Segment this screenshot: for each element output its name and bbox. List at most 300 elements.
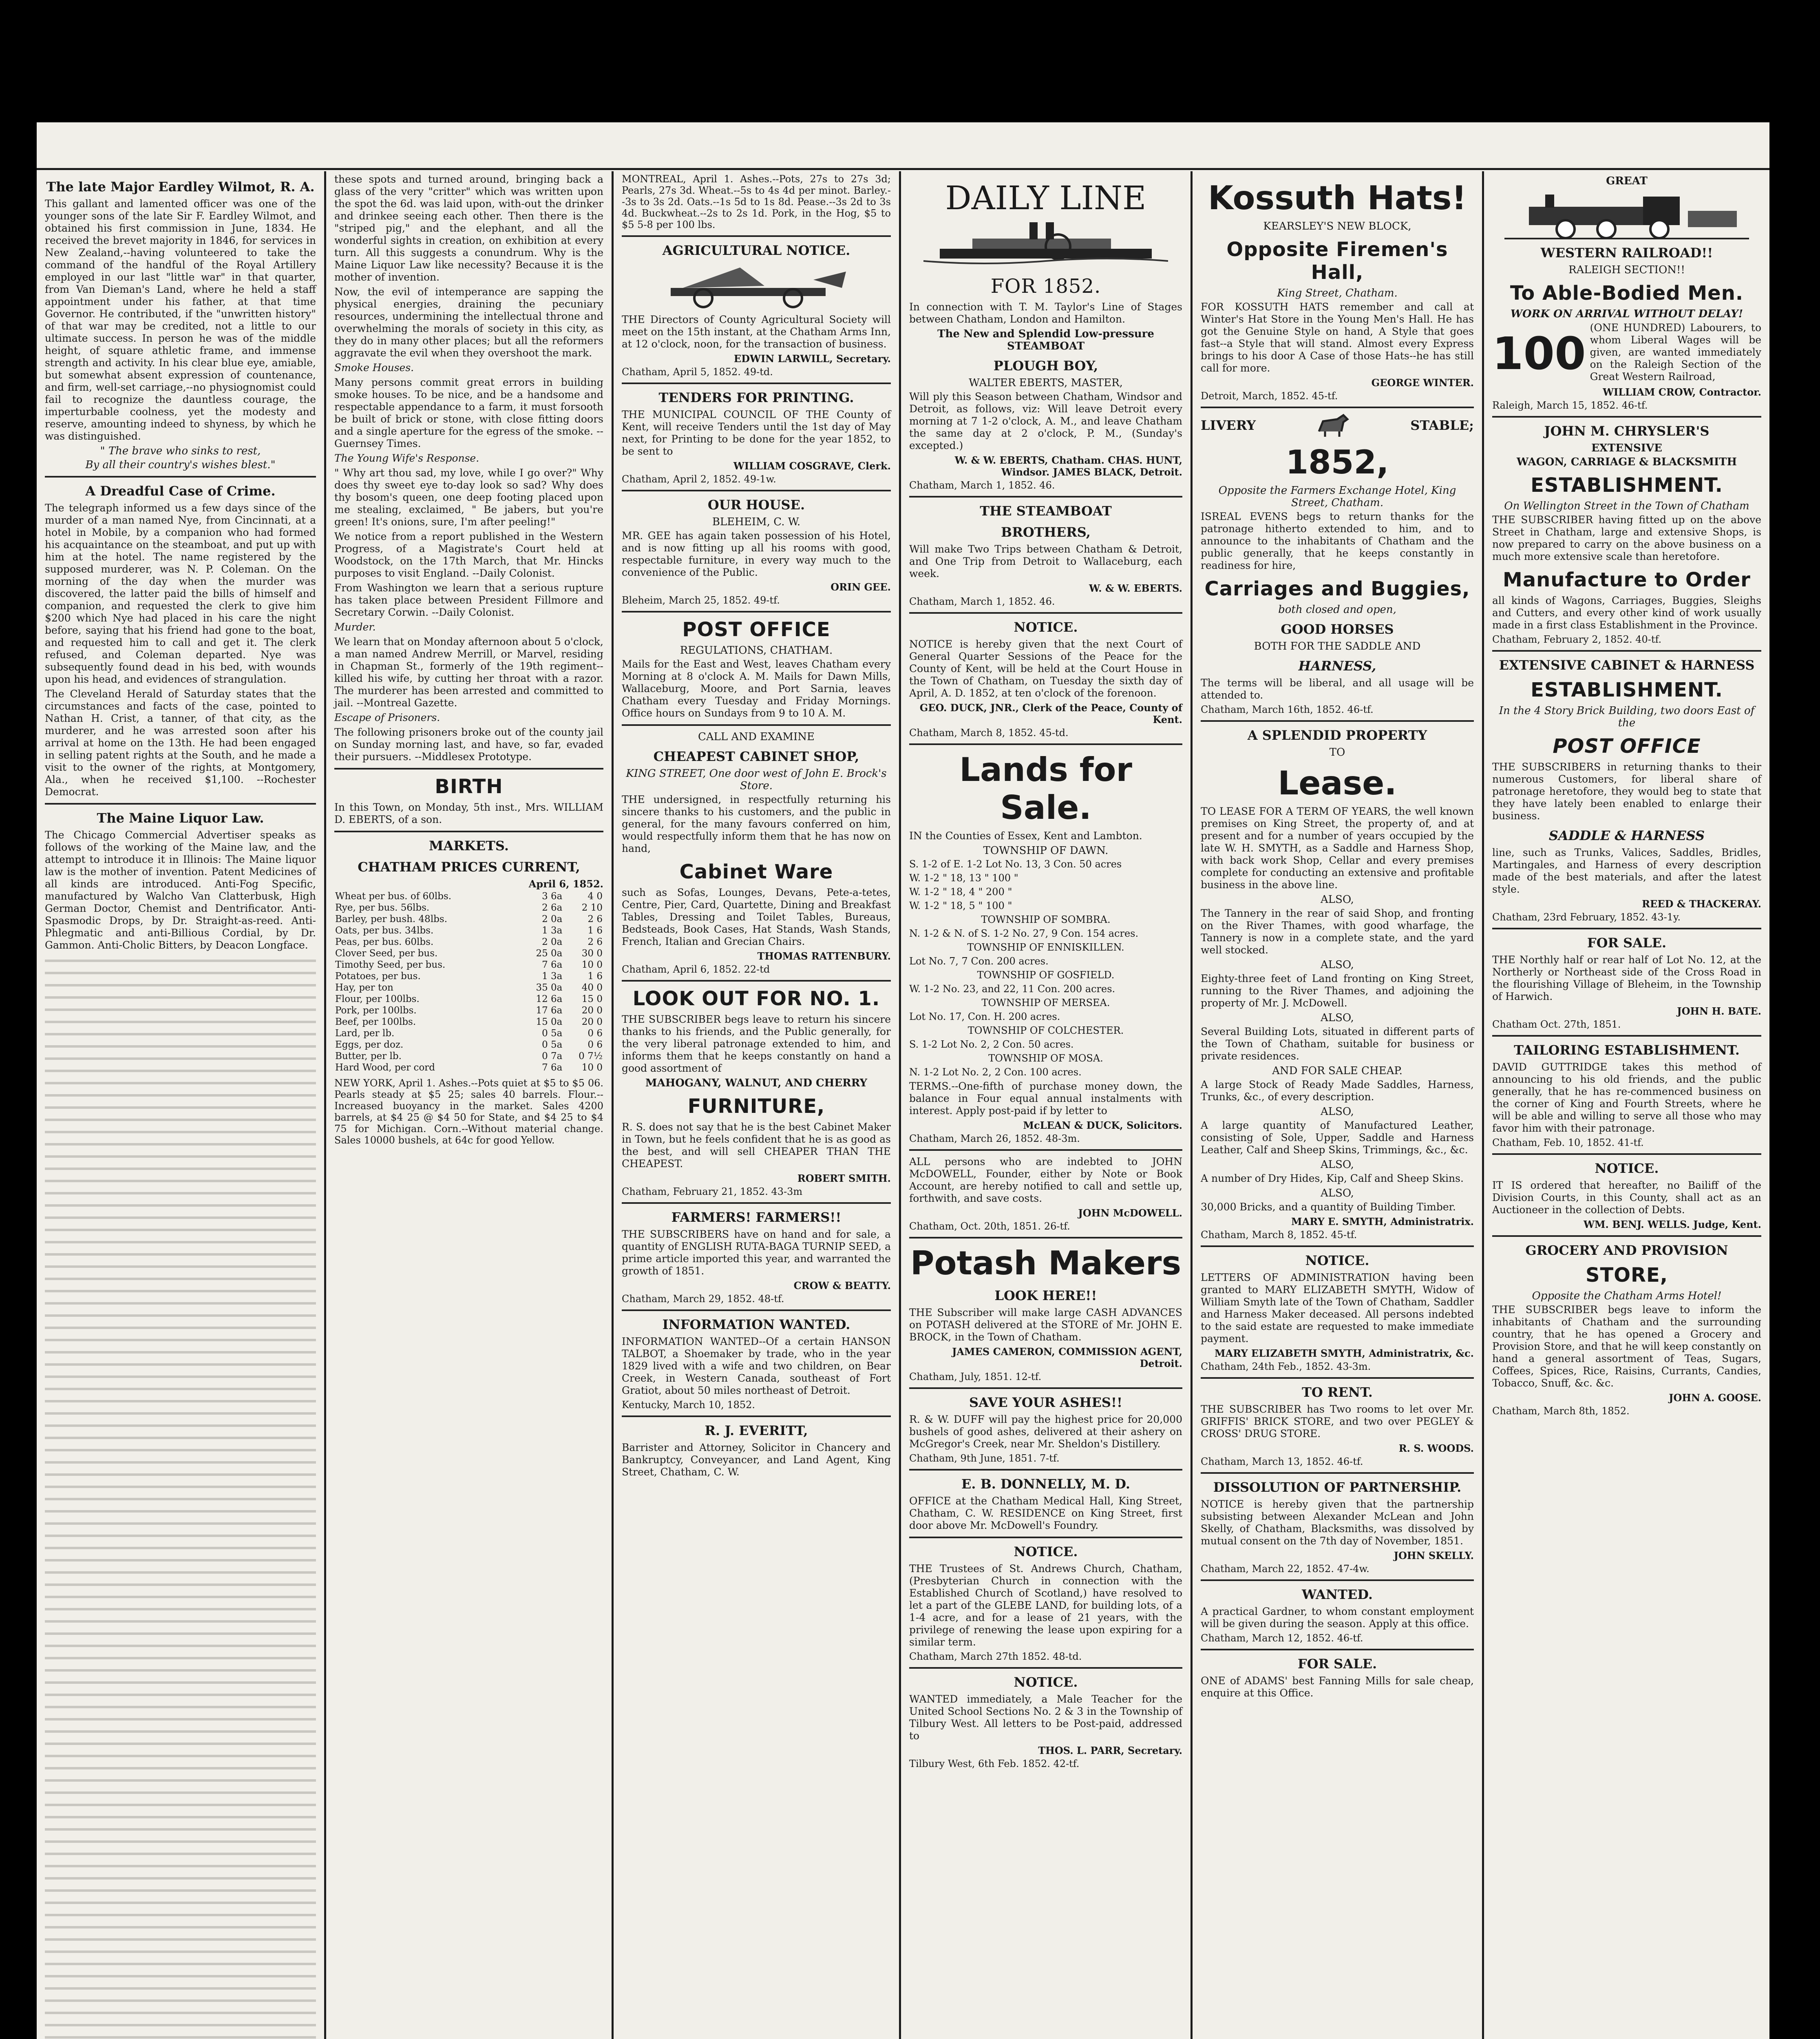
price-cell: 3 6a (542, 891, 563, 902)
column-4 (901, 173, 1191, 2039)
price-cell: 2 0a (542, 914, 563, 924)
price-cell: 2 10 (581, 902, 603, 913)
ad-subheading: both closed and open, (1278, 604, 1396, 616)
price-cell: 0 7a (542, 1051, 563, 1062)
poem-line: By all their country's wishes blest." (85, 459, 276, 471)
text-filler (45, 954, 316, 2039)
ad-text: Several Building Lots, situated in different parts of the Town of Chatham, suitable for business or private residences. (1201, 1026, 1474, 1062)
price-cell: 35 0a (536, 982, 563, 993)
ad-heading: NOTICE. (1014, 1674, 1078, 1690)
ad-heading: NOTICE. (1014, 619, 1078, 635)
price-cell: 1 3a (542, 971, 563, 982)
ad-subheading: MAHOGANY, WALNUT, AND CHERRY (645, 1077, 868, 1089)
price-cell: 10 0 (581, 1062, 603, 1073)
ad-heading: NOTICE. (1595, 1161, 1659, 1176)
ad-signature: WILLIAM CROW, Contractor. (1603, 386, 1761, 398)
article-text: This gallant and lamented officer was one of the younger sons of the late Sir F. Eardley Wilmot, and obtained his first commission in June, 1834. He received the brevet majority in 1846, for services in New Zealand,--having volunteered to take the command of the handful of the Royal Artillery employed in our last "little war" in that quarter, from Van Dieman's Land, where he held a staff appointment under his father, at that time Governor. He contributed, if the "unwritten history" of that war may be credited, not a little to our ultimate success. In person he was of the middle height, of square athletic frame, and immense strength and activity. In his clear blue eye, amiable, but somewhat absent expression of countenance, and firm, well-set carriage,--no physiognomist could fail to recognize the dauntless courage, the imperturbable coolness, yet the modesty and reserve, amounting indeed to shyness, by which he was distinguished. (45, 198, 316, 442)
ad-text: MR. GEE has again taken possession of his Hotel, and is now fitting up all his rooms with good, respectable furniture, in every way much to the convenience of the Public. (622, 530, 891, 578)
ad-heading: Cabinet Ware (679, 860, 833, 883)
ad-signature: JOHN McDOWELL. (1078, 1207, 1182, 1219)
ad-heading: ESTABLISHMENT. (1531, 679, 1723, 701)
ad-text: THE SUBSCRIBER begs leave to return his sincere thanks to his friends, and the Public generally, for the very liberal patronage extended to him, and informs them that he keeps constantly on hand a good assortment of (622, 1013, 891, 1074)
ad-date: Tilbury West, 6th Feb. 1852. 42-tf. (909, 1758, 1080, 1769)
price-cell: 10 0 (581, 960, 603, 970)
ad-heading: Lands for Sale. (959, 751, 1132, 827)
ad-text: DAVID GUTTRIDGE takes this method of announcing to his old friends, and the public generally, that he has re-commenced business on the corner of King and Fourth Streets, where he will be able and willing to serve all those who may favor him with their patronage. (1492, 1061, 1761, 1134)
price-cell: Clover Seed, per bus. (335, 948, 438, 959)
boat-name: PLOUGH BOY, (993, 358, 1098, 374)
ad-text: THE SUBSCRIBERS in returning thanks to their numerous Customers, for liberal share of patronage heretofore, they would beg to state that they have lately been enabled to enlarge their business. (1492, 761, 1761, 822)
price-cell: 15 0a (536, 1017, 563, 1027)
price-cell: 4 0 (588, 891, 603, 902)
price-row (334, 1050, 603, 1062)
ad-heading: FOR SALE. (1587, 935, 1667, 951)
price-cell: Barley, per bush. 48lbs. (335, 914, 448, 924)
ad-text: A number of Dry Hides, Kip, Calf and Sheep Skins. (1201, 1172, 1464, 1184)
ad-heading: Lease. (1278, 764, 1397, 802)
ad-signature: GEO. DUCK, JNR., Clerk of the Peace, County of Kent. (919, 702, 1182, 725)
ad-text: all kinds of Wagons, Carriages, Buggies, Sleighs and Cutters, and every other kind of work usually made in a first class Establishment in the Province. (1492, 595, 1761, 631)
ad-subheading: The New and Splendid Low-pressure STEAMBOAT (937, 328, 1154, 352)
ad-text: THE MUNICIPAL COUNCIL OF THE County of Kent, will receive Tenders until the 1st day of May next, for Printing to be done for the year 1852, to be sent to (622, 409, 891, 457)
ad-heading: INFORMATION WANTED. (662, 1317, 850, 1332)
article-text: The Chicago Commercial Advertiser speaks as follows of the working of the Maine law, and the attempt to introduce it in Illinois: The Maine liquor law is the mother of invention. Patent Medicines of all kinds are introduced. Anti-Fog Specific, manufactured by Walcho Van Clatterbusk, High German Doctor, Chemist and Dentrificator. Anti-Spasmodic Drops, by Dr. Straight-as-reed. Anti-Phlegmatic and anti-Billious Cordial, by Dr. Gammon. Anti-Cholic Bitters, by Deacon Longface. (45, 829, 316, 951)
ad-heading: TENDERS FOR PRINTING. (658, 390, 854, 405)
price-row (334, 1039, 603, 1050)
ad-signature: WILLIAM COSGRAVE, Clerk. (733, 460, 891, 472)
land-row: W. 1-2 " 18, 5 " 100 " (909, 900, 1012, 911)
price-cell: Hay, per ton (335, 982, 393, 993)
ad-subheading: Opposite the Chatham Arms Hotel! (1532, 1290, 1722, 1302)
prices-date: April 6, 1852. (528, 878, 603, 890)
article-text: The telegraph informed us a few days since of the murder of a man named Nye, from Cincinnati, at a hotel in Mobile, by a companion who had formed his acquaintance on the steamboat, and put up with him at the hotel. The name registered by the supposed murderer, was N. P. Coleman. On the morning of the day when the murder was discovered, the latter paid the bills of himself and companion, and requested the clerk to give him $200 which Nye had placed in his care the night before, saying that his friend had gone to the boat, and requested him to call and get it. The clerk refused, and Coleman departed. Nye was subsequently found dead in his bed, with wounds upon his head, and evidences of strangulation. (45, 502, 316, 685)
ad-subheading: In the 4 Story Brick Building, two doors East of the (1499, 705, 1755, 729)
ad-date: Chatham, April 6, 1852. 22-td (622, 964, 770, 975)
price-cell: Wheat per bus. of 60lbs. (335, 891, 452, 902)
ad-text: Will ply this Season between Chatham, Windsor and Detroit, as follows, viz: Will leave Detroit every morning at 7 1-2 o'clock, A. M., and leave Chatham the same day at 2 o'clock, P. M., (Sunday's excepted.) (909, 391, 1182, 451)
ad-heading: SADDLE & HARNESS (1548, 828, 1705, 843)
ad-subheading: CALL AND EXAMINE (698, 731, 815, 743)
land-row: TOWNSHIP OF COLCHESTER. (967, 1025, 1124, 1036)
price-row (334, 891, 603, 902)
ad-signature: REED & THACKERAY. (1642, 898, 1761, 910)
ad-date: Chatham, 24th Feb., 1852. 43-3m. (1201, 1361, 1371, 1372)
ad-subheading: BLEHEIM, C. W. (712, 516, 801, 528)
article-text: We learn that on Monday afternoon about 5 o'clock, a man named Andrew Merrill, or Marvel, residing in Chapman St., formerly of the 19th regiment--killed his wife, by cutting her throat with a razor. The murderer has been arrested and committed to jail. --Montreal Gazette. (334, 636, 603, 709)
ad-heading: GROCERY AND PROVISION (1525, 1243, 1728, 1258)
ad-signature: THOS. L. PARR, Secretary. (1038, 1745, 1182, 1756)
ad-text: line, such as Trunks, Valices, Saddles, Bridles, Martingales, and Harness of every description made of the best materials, and after the latest style. (1492, 847, 1761, 895)
ad-heading: JOHN M. CHRYSLER'S (1544, 423, 1710, 439)
ad-subheading: KEARSLEY'S NEW BLOCK, (1263, 220, 1411, 232)
ad-heading: AGRICULTURAL NOTICE. (662, 243, 850, 258)
ad-heading: Kossuth Hats! (1208, 179, 1467, 217)
ad-heading: TAILORING ESTABLISHMENT. (1514, 1042, 1740, 1058)
ad-heading: EXTENSIVE CABINET & HARNESS (1499, 657, 1755, 673)
ad-heading: FOR 1852. (990, 275, 1101, 298)
ad-text: OFFICE at the Chatham Medical Hall, King Street, Chatham, C. W. RESIDENCE on King Street, first door above Mr. McDowell's Foundry. (909, 1495, 1182, 1531)
price-cell: 0 6 (588, 1028, 603, 1039)
ad-signature: GEORGE WINTER. (1371, 377, 1474, 389)
prices-table (334, 891, 603, 1073)
price-row (334, 936, 603, 948)
price-cell: Flour, per 100lbs. (335, 994, 420, 1004)
lands-list (909, 858, 1182, 1078)
ad-date: Detroit, March, 1852. 45-tf. (1201, 390, 1338, 402)
ad-heading: POST OFFICE (682, 618, 830, 641)
ad-subheading: WAGON, CARRIAGE & BLACKSMITH (1516, 456, 1737, 468)
ad-signature: R. S. WOODS. (1398, 1442, 1474, 1454)
ad-heading: POST OFFICE (1553, 735, 1701, 758)
ad-text: THE SUBSCRIBER begs leave to inform the inhabitants of Chatham and the surrounding country, that he has opened a Grocery and Provision Store, and that he will keep constantly on hand a general assortment of Teas, Sugars, Coffees, Spices, Rice, Raisins, Currants, Candies, Tobacco, Snuff, &c. &c. (1492, 1304, 1761, 1389)
price-row (334, 959, 603, 971)
headline: The Maine Liquor Law. (97, 810, 264, 826)
price-cell: 0 5a (542, 1039, 563, 1050)
ad-text: INFORMATION WANTED--Of a certain HANSON TALBOT, a Shoemaker by trade, who in the year 1829 lived with a wife and two children, on Bear Creek, in Western Canada, southeast of Fort Gratiot, about 50 miles northeast of Detroit. (622, 1336, 891, 1396)
ad-signature: JOHN SKELLY. (1394, 1550, 1474, 1561)
price-cell: 1 3a (542, 925, 563, 936)
price-row (334, 1016, 603, 1028)
ad-date: Chatham, March 27th 1852. 48-td. (909, 1651, 1082, 1662)
ad-heading: E. B. DONNELLY, M. D. (961, 1476, 1130, 1492)
ad-signature: MARY E. SMYTH, Administratrix. (1291, 1216, 1474, 1227)
ad-date: Bleheim, March 25, 1852. 49-tf. (622, 595, 780, 606)
price-cell: 7 6a (542, 960, 563, 970)
horse-icon (1315, 413, 1352, 438)
article-text: The following prisoners broke out of the county jail on Sunday morning last, and have, so far, evaded their pursuers. --Middlesex Prototype. (334, 726, 603, 763)
column-1 (37, 173, 324, 2039)
ad-heading: DISSOLUTION OF PARTNERSHIP. (1213, 1479, 1462, 1495)
ad-date: Chatham, July, 1851. 12-tf. (909, 1371, 1042, 1382)
headline: Murder. (334, 621, 376, 633)
ad-text: THE undersigned, in respectfully returning his sincere thanks to his customers, and the public in general, for the many favours conferred on him, would respectfully inform them that he has now on hand, (622, 794, 891, 854)
ad-heading: To Able-Bodied Men. (1510, 282, 1744, 305)
ad-signature: ORIN GEE. (830, 581, 891, 593)
ad-heading: WESTERN RAILROAD!! (1540, 245, 1713, 261)
price-cell: 0 6 (588, 1039, 603, 1050)
price-cell: 30 0 (581, 948, 603, 959)
ad-heading: ESTABLISHMENT. (1531, 474, 1723, 497)
land-row: S. 1-2 of E. 1-2 Lot No. 13, 3 Con. 50 acres (909, 858, 1122, 870)
land-row: Lot No. 7, 7 Con. 200 acres. (909, 955, 1049, 967)
price-row (334, 948, 603, 959)
ad-date: Chatham, April 5, 1852. 49-td. (622, 366, 773, 378)
ad-text: THE Northly half or rear half of Lot No. 12, at the Northerly or Northeast side of the Cross Road in the flourishing Village of Bleheim, in the Township of Harwich. (1492, 954, 1761, 1002)
also-label: ALSO, (1321, 959, 1354, 971)
ad-text: ONE of ADAMS' best Fanning Mills for sale cheap, enquire at this Office. (1201, 1675, 1474, 1699)
ad-date: Chatham, March 1, 1852. 46. (909, 480, 1055, 491)
price-cell: Butter, per lb. (335, 1051, 402, 1062)
ad-text: TO LEASE FOR A TERM OF YEARS, the well known premises on King Street, the property of, and at present and for a number of years occupied by the late W. H. SMYTH, as a Saddle and Harness Shop, with back work Shop, Cellar and every premises complete for conducting an extensive and profitable business in the above line. (1201, 805, 1474, 891)
ad-text: ALL persons who are indebted to JOHN McDOWELL, Founder, either by Note or Book Account, are hereby notified to call and settle up, forthwith, and save costs. (909, 1156, 1182, 1204)
price-cell: 20 0 (581, 1017, 603, 1027)
ad-heading: GOOD HORSES (1281, 621, 1394, 637)
price-row (334, 1005, 603, 1016)
ad-signature: CROW & BEATTY. (793, 1280, 891, 1292)
ad-subheading: EXTENSIVE (1591, 442, 1662, 454)
ad-date: Raleigh, March 15, 1852. 46-tf. (1492, 400, 1648, 411)
ad-date: Chatham, March 16th, 1852. 46-tf. (1201, 704, 1374, 715)
price-cell: 0 5a (542, 1028, 563, 1039)
ad-heading: FURNITURE, (687, 1095, 825, 1118)
boat-name: BROTHERS, (1001, 524, 1091, 540)
ad-heading: STABLE; (1410, 418, 1474, 433)
article-text: We notice from a report published in the Western Progress, of a Magistrate's Court held at Woodstock, on the 17th March, that Mr. Hincks purposes to visit England. --Daily Colonist. (334, 531, 603, 579)
ad-text: NOTICE is hereby given that the next Court of General Quarter Sessions of the Peace for the County of Kent, will be held at the Court House in the Town of Chatham, on Tuesday the sixth day of April, A. D. 1852, at ten o'clock of the forenoon. (909, 638, 1182, 699)
price-row (334, 982, 603, 993)
prices-heading: CHATHAM PRICES CURRENT, (358, 859, 580, 875)
land-row: W. 1-2 " 18, 13 " 100 " (909, 872, 1018, 884)
ad-text: THE Directors of County Agricultural Society will meet on the 15th instant, at the Chatham Arms Inn, at 12 o'clock, noon, for the transaction of business. (622, 314, 891, 350)
ad-signature: MARY ELIZABETH SMYTH, Administratrix, &c. (1215, 1347, 1474, 1359)
ad-text: R. S. does not say that he is the best Cabinet Maker in Town, but he feels confident that he is as good as the best, and will sell CHEAPER THAN THE CHEAPEST. (622, 1121, 891, 1170)
price-row (334, 1028, 603, 1039)
ad-text: FOR KOSSUTH HATS remember and call at Winter's Hat Store in the Young Men's Hall. He has got the Genuine Style on hand, A Style that goes fast--a Style that will stand. Almost every Express brings to his door A Case of those Hats--he has still call for more. (1201, 301, 1474, 374)
ad-subheading: BOTH FOR THE SADDLE AND (1254, 640, 1421, 652)
ad-heading: R. J. EVERITT, (705, 1423, 808, 1438)
ad-text: A large quantity of Manufactured Leather, consisting of Sole, Upper, Saddle and Harness Leather, Calf and Sheep Skins, Trimmings, &c., &c. (1201, 1119, 1474, 1156)
price-cell: Hard Wood, per cord (335, 1062, 435, 1073)
ad-heading: NOTICE. (1014, 1544, 1078, 1559)
locomotive-illustration (1492, 190, 1761, 239)
ad-date: Chatham, 23rd February, 1852. 43-1y. (1492, 911, 1681, 923)
ad-date: Chatham, March 22, 1852. 47-4w. (1201, 1563, 1369, 1575)
ad-date: Chatham, March 1, 1852. 46. (909, 596, 1055, 607)
price-row (334, 902, 603, 913)
price-cell: Timothy Seed, per bus. (335, 960, 446, 970)
ad-date: Chatham, March 29, 1852. 48-tf. (622, 1293, 784, 1305)
price-cell: 0 7½ (579, 1051, 603, 1062)
column-5 (1193, 173, 1482, 2039)
headline: The late Major Eardley Wilmot, R. A. (46, 179, 315, 195)
ad-heading: 1852, (1285, 443, 1389, 481)
ad-text: THE SUBSCRIBER has Two rooms to let over Mr. GRIFFIS' BRICK STORE, and two over PEGLEY & CROSS' DRUG STORE. (1201, 1403, 1474, 1440)
ad-date: Chatham, March 13, 1852. 46-tf. (1201, 1456, 1363, 1467)
ad-heading: STORE, (1585, 1264, 1668, 1287)
land-row: N. 1-2 & N. of S. 1-2 No. 27, 9 Con. 154 acres. (909, 928, 1139, 939)
ad-signature: WM. BENJ. WELLS. Judge, Kent. (1584, 1219, 1761, 1230)
ad-signature: W. & W. EBERTS. (1089, 582, 1182, 594)
article-text: The Cleveland Herald of Saturday states that the circumstances and facts of the case, pointed to Nathan H. Crist, a tanner, of that city, as the murderer, and he was arrested soon after his arrival at home on the 13th. He had been engaged in selling patent rights at the South, and he made a visit to the owner of the rights, at Montgomery, Ala., when he received $1,100. --Rochester Democrat. (45, 688, 316, 798)
ad-heading: A SPLENDID PROPERTY (1247, 728, 1427, 743)
ad-text: such as Sofas, Lounges, Devans, Pete-a-tetes, Centre, Pier, Card, Quartette, Dining and Breakfast Tables, Dressing and Toilet Tables, Bureaus, Bedsteads, Book Cases, Hat Stands, Wash Stands, French, Italian and Grecian Chairs. (622, 887, 891, 947)
ad-text: LETTERS OF ADMINISTRATION having been granted to MARY ELIZABETH SMYTH, Widow of William Smyth late of the Town of Chatham, Saddler and Harness Maker deceased. All persons indebted to the said estate are requested to make immediate payment. (1201, 1272, 1474, 1345)
price-cell: 15 0 (581, 994, 603, 1004)
ad-text: WANTED immediately, a Male Teacher for the United School Sections No. 2 & 3 in the Township of Tilbury West. All letters to be Post-paid, addressed to (909, 1693, 1182, 1742)
ad-text: A practical Gardner, to whom constant employment will be given during the season. Apply at this office. (1201, 1606, 1474, 1630)
price-row (334, 971, 603, 982)
ad-date: Chatham Oct. 27th, 1851. (1492, 1019, 1621, 1030)
ad-text: Eighty-three feet of Land fronting on King Street, running to the River Thames, and adjoining the property of Mr. J. McDowell. (1201, 973, 1474, 1009)
market-report: MONTREAL, April 1. Ashes.--Pots, 27s to 27s 3d; Pearls, 27s 3d. Wheat.--5s to 4s 4d per minot. Barley.--3s to 3s 2d. Oats.--1s 5d to 1s 8d. Pease.--3s 2d to 3s 4d. Buckwheat.--2s to 2s 1d. Pork, in the Hog, $5 to $5 5-8 per 100 lbs. (622, 173, 891, 230)
price-cell: Peas, per bus. 60lbs. (335, 937, 434, 947)
price-row (334, 913, 603, 925)
birth-heading: BIRTH (435, 775, 503, 798)
price-cell: Pork, per 100lbs. (335, 1005, 417, 1016)
price-cell: Eggs, per doz. (335, 1039, 404, 1050)
price-cell: 2 6a (542, 902, 563, 913)
ad-date: Chatham, February 2, 1852. 40-tf. (1492, 634, 1662, 645)
price-cell: Rye, per bus. 56lbs. (335, 902, 430, 913)
labourers-number: 100 (1492, 327, 1586, 380)
ad-text: In connection with T. M. Taylor's Line of Stages between Chatham, London and Hamilton. (909, 301, 1182, 325)
ad-subheading: Opposite the Farmers Exchange Hotel, King Street, Chatham. (1218, 484, 1456, 509)
land-row: TOWNSHIP OF MERSEA. (981, 997, 1110, 1008)
headline: The Young Wife's Response. (334, 452, 479, 464)
article-text: From Washington we learn that a serious rupture has taken place between President Fillmore and Secretary Corwin. --Daily Colonist. (334, 582, 603, 618)
ad-signature: THOMAS RATTENBURY. (757, 950, 891, 962)
ad-text: ISREAL EVENS begs to return thanks for the patronage hitherto extended to him, and to announce to the inhabitants of Chatham and the public generally, that he keeps constantly in readiness for hire, (1201, 511, 1474, 571)
headline: Escape of Prisoners. (334, 712, 440, 723)
price-cell: 12 6a (536, 994, 563, 1004)
ad-heading: TO RENT. (1302, 1384, 1373, 1400)
ad-text: The Tannery in the rear of said Shop, and fronting on the River Thames, with good wharfage, the Tannery is now in a complete state, and the yard well stocked. (1201, 907, 1474, 956)
ad-text: THE Subscriber will make large CASH ADVANCES on POTASH delivered at the STORE of Mr. JOHN E. BROCK, in the Town of Chatham. (909, 1307, 1182, 1343)
headline: A Dreadful Case of Crime. (85, 483, 276, 499)
ad-date: Chatham, February 21, 1852. 43-3m (622, 1186, 803, 1197)
price-cell: 40 0 (581, 982, 603, 993)
ad-heading: HARNESS, (1298, 658, 1376, 674)
ad-subheading: REGULATIONS, CHATHAM. (680, 644, 833, 657)
ad-text: (ONE HUNDRED) Labourers, to whom Liberal Wages will be given, are wanted immediately on the Raleigh Section of the Great Western Railroad, (1590, 322, 1761, 383)
ad-date: Chatham, 9th June, 1851. 7-tf. (909, 1453, 1060, 1464)
ad-date: Chatham, March 8, 1852. 45-td. (909, 727, 1069, 739)
ad-date: Chatham, April 2, 1852. 49-1w. (622, 473, 776, 485)
ad-heading: CHEAPEST CABINET SHOP, (653, 749, 859, 764)
price-cell: 25 0a (536, 948, 563, 959)
price-cell: 17 6a (536, 1005, 563, 1016)
ad-signature: JOHN A. GOOSE. (1669, 1392, 1761, 1404)
plough-illustration (622, 261, 891, 310)
price-cell: Potatoes, per bus. (335, 971, 421, 982)
price-cell: Beef, per 100lbs. (335, 1017, 416, 1027)
ad-signature: W. & W. EBERTS, Chatham. CHAS. HUNT, Windsor. JAMES BLACK, Detroit. (954, 454, 1182, 478)
township-heading: TOWNSHIP OF DAWN. (983, 845, 1109, 857)
ad-text: The terms will be liberal, and all usage will be attended to. (1201, 677, 1474, 701)
ad-date: Chatham, Oct. 20th, 1851. 26-tf. (909, 1221, 1070, 1232)
ad-heading: Opposite Firemen's Hall, (1226, 238, 1448, 284)
steamboat-illustration (909, 220, 1182, 269)
ad-text: Will make Two Trips between Chatham & Detroit, and One Trip from Detroit to Wallaceburg, each week. (909, 543, 1182, 579)
price-row (334, 993, 603, 1005)
ad-heading: Manufacture to Order (1503, 568, 1751, 591)
also-label: ALSO, (1321, 1106, 1354, 1118)
price-cell: 1 6 (588, 971, 603, 982)
land-row: TOWNSHIP OF SOMBRA. (981, 914, 1111, 925)
ad-date: Chatham, March 8, 1852. 45-tf. (1201, 1229, 1357, 1241)
newspaper-page (37, 122, 1769, 2039)
land-row: TOWNSHIP OF GOSFIELD. (977, 969, 1115, 981)
price-cell: 7 6a (542, 1062, 563, 1073)
ad-date: Chatham, March 12, 1852. 46-tf. (1201, 1632, 1363, 1644)
column-3 (614, 173, 899, 2039)
ad-heading: FOR SALE. (1297, 1656, 1377, 1672)
ad-signature: JAMES CAMERON, COMMISSION AGENT, Detroit. (952, 1346, 1182, 1369)
also-label: ALSO, (1321, 893, 1354, 906)
ad-signature: EDWIN LARWILL, Secretary. (733, 353, 891, 365)
ad-text: THE SUBSCRIBER having fitted up on the above Street in Chatham, large and extensive Shops, is now prepared to carry on the above business on a much more extensive scale than heretofore. (1492, 514, 1761, 562)
ad-signature: JOHN H. BATE. (1677, 1005, 1761, 1017)
article-text: " Why art thou sad, my love, while I go over?" Why does thy sweet eye to-day look so sad? Why does thy bosom's queen, one deep footing placed upon me stealing, exclaimed, " Be jabers, but you're green! It's onions, sure, I'm after peeling!" (334, 467, 603, 528)
ad-subheading: WORK ON ARRIVAL WITHOUT DELAY! (1510, 308, 1743, 320)
ad-heading: OUR HOUSE. (707, 497, 805, 513)
ad-text: R. & W. DUFF will pay the highest price for 20,000 bushels of good ashes, delivered at their ashery on McGregor's Creek, near Mr. Sheldon's Distillery. (909, 1413, 1182, 1450)
also-label: ALSO, (1321, 1012, 1354, 1024)
article-text: these spots and turned around, bringing back a glass of the very "critter" which was written upon the spot the 6d. was laid upon, with-out the drinker and drinkee seeing each other. Then there is the "striped pig," and the elephant, and all the wonderful sights in creation, on exhibition at every turn. All this suggests a conundrum. Why is the Maine Liquor Law like necessity? Because it is the mother of invention. (334, 173, 603, 283)
column-6 (1484, 173, 1769, 2039)
column-2 (326, 173, 612, 2039)
price-cell: 2 0a (542, 937, 563, 947)
land-row: W. 1-2 No. 23, and 22, 11 Con. 200 acres. (909, 983, 1115, 995)
price-cell: Oats, per bus. 34lbs. (335, 925, 434, 936)
price-row (334, 1062, 603, 1073)
ad-heading: DAILY LINE (945, 179, 1146, 217)
price-cell: 20 0 (581, 1005, 603, 1016)
ad-text: IT IS ordered that hereafter, no Bailiff of the Division Courts, in this County, shall act as an Auctioneer in the collection of Debts. (1492, 1179, 1761, 1216)
ad-heading: Potash Makers (910, 1244, 1182, 1282)
ad-text: Barrister and Attorney, Solicitor in Chancery and Bankruptcy, Conveyancer, and Land Agent, King Street, Chatham, C. W. (622, 1442, 891, 1478)
ad-date: Chatham, Feb. 10, 1852. 41-tf. (1492, 1137, 1644, 1148)
ad-text: IN the Counties of Essex, Kent and Lambton. (909, 830, 1142, 842)
price-row (334, 925, 603, 936)
ad-heading: SAVE YOUR ASHES!! (969, 1395, 1123, 1410)
ad-subheading: LOOK HERE!! (994, 1288, 1097, 1303)
ad-subheading: KING STREET, One door west of John E. Brock's Store. (626, 767, 887, 792)
ad-subheading: WALTER EBERTS, MASTER, (969, 377, 1123, 389)
ad-signature: ROBERT SMITH. (797, 1172, 891, 1184)
ad-text: Mails for the East and West, leaves Chatham every Morning at 8 o'clock A. M. Mails for Dawn Mills, Wallaceburg, Moore, and Port Sarnia, leaves Chatham every Tuesday and Friday Mornings. Office hours on Sundays from 9 to 10 A. M. (622, 658, 891, 719)
also-label: ALSO, (1321, 1187, 1354, 1199)
ad-signature: McLEAN & DUCK, Solicitors. (1023, 1119, 1182, 1131)
ad-text: A large Stock of Ready Made Saddles, Harness, Trunks, &c., of every description. (1201, 1079, 1474, 1103)
price-cell: 2 6 (588, 914, 603, 924)
land-row: N. 1-2 Lot No. 2, 2 Con. 100 acres. (909, 1066, 1082, 1078)
ad-text: THE Trustees of St. Andrews Church, Chatham, (Presbyterian Church in connection with the Established Church of Scotland,) have resolved to let a part of the GLEBE LAND, for building lots, of a 1-4 acre, and for a lease of 21 years, with the privilege of renewing the lease upon expiring for a similar term. (909, 1563, 1182, 1648)
ad-subheading: TO (1329, 746, 1345, 759)
ad-heading: THE STEAMBOAT (980, 503, 1112, 519)
ad-heading: WANTED. (1302, 1587, 1373, 1602)
ad-heading: LOOK OUT FOR NO. 1. (632, 987, 880, 1010)
ad-subheading: On Wellington Street in the Town of Chatham (1504, 500, 1749, 512)
land-row: TOWNSHIP OF MOSA. (988, 1053, 1103, 1064)
land-row: W. 1-2 " 18, 4 " 200 " (909, 886, 1012, 898)
ad-date: Chatham, March 26, 1852. 48-3m. (909, 1133, 1080, 1144)
land-row: TOWNSHIP OF ENNISKILLEN. (967, 942, 1124, 953)
ad-date: Kentucky, March 10, 1852. (622, 1399, 755, 1411)
ad-subheading: King Street, Chatham. (1277, 287, 1398, 299)
ad-date: Chatham, March 8th, 1852. (1492, 1405, 1630, 1417)
price-cell: 2 6 (588, 937, 603, 947)
birth-notice: In this Town, on Monday, 5th inst., Mrs. WILLIAM D. EBERTS, of a son. (334, 801, 603, 825)
ad-heading: FARMERS! FARMERS!! (671, 1210, 842, 1225)
headline: Smoke Houses. (334, 362, 414, 374)
poem-line: " The brave who sinks to rest, (100, 445, 261, 457)
ad-heading: Carriages and Buggies, (1204, 577, 1470, 600)
ad-subheading: AND FOR SALE CHEAP. (1272, 1065, 1403, 1077)
ad-subheading: RALEIGH SECTION!! (1568, 264, 1685, 276)
market-report: NEW YORK, April 1. Ashes.--Pots quiet at $5 to $5 06. Pearls steady at $5 25; sales 40 barrels. Flour.--Increased buoyancy in the market. Sales 4200 barrels, at $4 25 @ $4 50 for State, and $4 25 to $4 75 for Michigan. Corn.--Without material change. Sales 10000 bushels, at 64c for good Yellow. (334, 1077, 603, 1146)
ad-text: 30,000 Bricks, and a quantity of Building Timber. (1201, 1201, 1456, 1213)
article-text: Many persons commit great errors in building smoke houses. To be nice, and be a handsome and respectable appendance to a farm, it must forsooth be built of brick or stone, with close fitting doors and a single aperture for the egress of the smoke. --Guernsey Times. (334, 376, 603, 449)
price-cell: Lard, per lb. (335, 1028, 395, 1039)
ad-text: TERMS.--One-fifth of purchase money down, the balance in Four equal annual instalments with interest. Apply post-paid if by letter to (909, 1080, 1182, 1117)
ad-heading: NOTICE. (1305, 1253, 1369, 1268)
top-rule (37, 168, 1769, 170)
ad-heading: LIVERY (1201, 418, 1256, 433)
ad-text: NOTICE is hereby given that the partnership subsisting between Alexander McLean and John Skelly, of Chatham, Blacksmiths, was dissolved by mutual consent on the 7th day of November, 1851. (1201, 1498, 1474, 1547)
ad-subheading: GREAT (1606, 175, 1648, 187)
land-row: S. 1-2 Lot No. 2, 2 Con. 50 acres. (909, 1039, 1074, 1050)
